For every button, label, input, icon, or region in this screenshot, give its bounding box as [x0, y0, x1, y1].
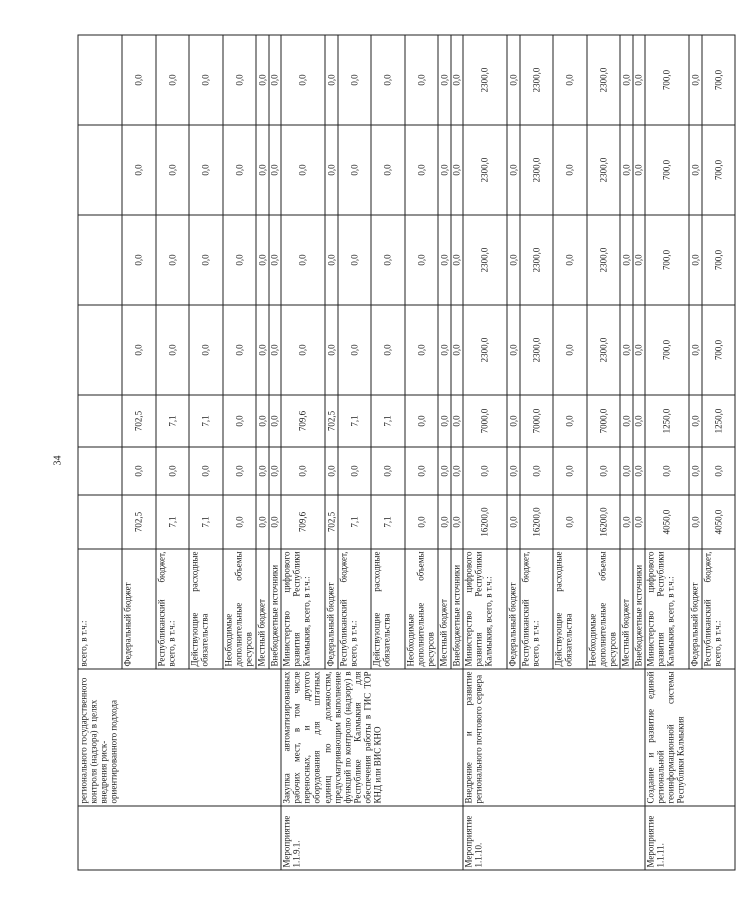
funding-source-cell: Местный бюджет	[256, 549, 269, 669]
funding-source-cell: Местный бюджет	[620, 549, 633, 669]
amount-cell: 0,0	[371, 447, 405, 495]
amount-cell: 7,1	[371, 495, 405, 549]
funding-source-cell: всего, в т.ч.:	[78, 549, 122, 669]
table-row	[78, 35, 122, 870]
amount-cell: 0,0	[633, 215, 646, 305]
amount-cell: 700,0	[702, 35, 736, 125]
amount-cell: 2300,0	[463, 125, 507, 215]
funding-source-cell: Республиканский бюджет, всего, в т.ч.:	[702, 549, 736, 669]
amount-cell: 0,0	[189, 447, 223, 495]
amount-cell: 0,0	[269, 305, 282, 395]
amount-cell: 0,0	[156, 125, 190, 215]
amount-cell: 0,0	[620, 447, 633, 495]
funding-source-cell: Необходимые дополнительные объемы ресурсов	[223, 549, 257, 669]
event-cell	[78, 806, 281, 870]
amount-cell: 0,0	[553, 215, 587, 305]
amount-cell: 0,0	[371, 215, 405, 305]
amount-cell: 0,0	[156, 35, 190, 125]
amount-cell: 702,5	[122, 495, 156, 549]
amount-cell: 0,0	[189, 305, 223, 395]
amount-cell: 7000,0	[587, 395, 621, 447]
amount-cell: 0,0	[689, 215, 702, 305]
funding-source-cell: Министерство цифрового развития Республики Калмыкия, всего, в т.ч.:	[645, 549, 689, 669]
amount-cell: 0,0	[633, 305, 646, 395]
amount-cell: 0,0	[281, 447, 325, 495]
amount-cell: 0,0	[689, 35, 702, 125]
amount-cell: 0,0	[122, 125, 156, 215]
amount-cell: 0,0	[223, 125, 257, 215]
funding-source-cell: Федеральный бюджет	[689, 549, 702, 669]
amount-cell: 0,0	[256, 495, 269, 549]
amount-cell: 0,0	[371, 35, 405, 125]
amount-cell: 0,0	[438, 447, 451, 495]
amount-cell: 2300,0	[463, 215, 507, 305]
amount-cell: 0,0	[338, 35, 372, 125]
amount-cell: 2300,0	[587, 35, 621, 125]
amount-cell: 702,5	[325, 395, 338, 447]
amount-cell: 0,0	[269, 447, 282, 495]
table-row	[281, 35, 325, 870]
funding-source-cell: Необходимые дополнительные объемы ресурсов	[405, 549, 439, 669]
amount-cell: 0,0	[122, 447, 156, 495]
amount-cell	[78, 125, 122, 215]
funding-source-cell: Действующие расходные обязательства	[553, 549, 587, 669]
amount-cell: 0,0	[451, 125, 464, 215]
funding-source-cell: Действующие расходные обязательства	[371, 549, 405, 669]
event-description-cell: регионального государственного контроля (надзора) в целях внедрения риск-ориентированного подхода	[78, 669, 281, 806]
amount-cell: 0,0	[405, 35, 439, 125]
funding-source-cell: Федеральный бюджет	[122, 549, 156, 669]
amount-cell: 0,0	[520, 447, 554, 495]
funding-source-cell: Местный бюджет	[438, 549, 451, 669]
amount-cell: 700,0	[702, 125, 736, 215]
amount-cell: 700,0	[702, 215, 736, 305]
amount-cell: 0,0	[256, 125, 269, 215]
event-description-cell: Создание и развитие единой региональной геоинформационной системы Республики Калмыкия	[645, 669, 735, 806]
amount-cell: 0,0	[507, 305, 520, 395]
amount-cell: 0,0	[156, 447, 190, 495]
amount-cell	[78, 447, 122, 495]
funding-source-cell: Министерство цифрового развития Республики Калмыкия, всего, в т.ч.:	[281, 549, 325, 669]
amount-cell: 0,0	[507, 35, 520, 125]
amount-cell: 7000,0	[520, 395, 554, 447]
amount-cell: 2300,0	[520, 35, 554, 125]
amount-cell: 0,0	[463, 447, 507, 495]
event-cell: Мероприятие 1.1.9.1.	[281, 806, 463, 870]
amount-cell: 7,1	[189, 395, 223, 447]
amount-cell: 0,0	[405, 447, 439, 495]
amount-cell: 0,0	[451, 35, 464, 125]
amount-cell	[78, 495, 122, 549]
amount-cell: 700,0	[645, 305, 689, 395]
amount-cell: 0,0	[553, 125, 587, 215]
table-row	[463, 35, 507, 870]
amount-cell: 0,0	[281, 125, 325, 215]
amount-cell: 4050,0	[702, 495, 736, 549]
amount-cell: 0,0	[507, 215, 520, 305]
amount-cell: 0,0	[269, 395, 282, 447]
amount-cell: 0,0	[325, 35, 338, 125]
amount-cell: 16200,0	[587, 495, 621, 549]
amount-cell: 2300,0	[463, 305, 507, 395]
amount-cell: 0,0	[269, 125, 282, 215]
amount-cell: 0,0	[620, 125, 633, 215]
amount-cell: 0,0	[507, 495, 520, 549]
amount-cell: 0,0	[371, 125, 405, 215]
amount-cell: 0,0	[507, 447, 520, 495]
amount-cell: 2300,0	[520, 305, 554, 395]
amount-cell: 0,0	[553, 305, 587, 395]
amount-cell: 0,0	[689, 125, 702, 215]
amount-cell: 7000,0	[463, 395, 507, 447]
amount-cell: 0,0	[156, 215, 190, 305]
amount-cell: 0,0	[438, 305, 451, 395]
amount-cell: 0,0	[256, 305, 269, 395]
amount-cell: 0,0	[405, 305, 439, 395]
amount-cell: 0,0	[122, 215, 156, 305]
amount-cell: 0,0	[122, 35, 156, 125]
amount-cell: 0,0	[507, 395, 520, 447]
amount-cell: 0,0	[223, 305, 257, 395]
amount-cell: 709,6	[281, 395, 325, 447]
amount-cell: 1250,0	[645, 395, 689, 447]
amount-cell: 7,1	[338, 495, 372, 549]
amount-cell: 2300,0	[587, 305, 621, 395]
amount-cell: 702,5	[325, 495, 338, 549]
funding-source-cell: Республиканский бюджет, всего, в т.ч.:	[156, 549, 190, 669]
amount-cell: 0,0	[451, 495, 464, 549]
amount-cell: 0,0	[156, 305, 190, 395]
amount-cell: 0,0	[507, 125, 520, 215]
amount-cell: 0,0	[451, 215, 464, 305]
amount-cell: 0,0	[256, 447, 269, 495]
amount-cell: 0,0	[189, 215, 223, 305]
amount-cell: 0,0	[223, 35, 257, 125]
funding-source-cell: Федеральный бюджет	[507, 549, 520, 669]
amount-cell: 0,0	[438, 395, 451, 447]
amount-cell: 0,0	[451, 395, 464, 447]
amount-cell: 0,0	[553, 35, 587, 125]
amount-cell: 0,0	[371, 305, 405, 395]
amount-cell: 0,0	[645, 447, 689, 495]
amount-cell: 0,0	[325, 125, 338, 215]
amount-cell	[78, 305, 122, 395]
event-description-cell: Закупка автоматизированных рабочих мест, в том числе переносных, и другого оборудования для штатных единиц по должностям, предусматривающим выполнение функций по контролю (надзору) в Республике Калмыкия для обеспечения работы в ГИС ТОР КНД или ВИС КНО	[281, 669, 463, 806]
amount-cell: 2300,0	[587, 215, 621, 305]
amount-cell: 0,0	[338, 305, 372, 395]
amount-cell: 16200,0	[520, 495, 554, 549]
amount-cell: 16200,0	[463, 495, 507, 549]
amount-cell: 0,0	[281, 35, 325, 125]
amount-cell: 0,0	[405, 125, 439, 215]
budget-table	[78, 35, 736, 871]
funding-source-cell: Министерство цифрового развития Республики Калмыкия, всего, в т.ч.:	[463, 549, 507, 669]
amount-cell	[78, 215, 122, 305]
amount-cell: 0,0	[451, 305, 464, 395]
amount-cell: 0,0	[438, 495, 451, 549]
funding-source-cell: Внебюджетные источники	[451, 549, 464, 669]
amount-cell: 0,0	[620, 495, 633, 549]
amount-cell: 0,0	[633, 447, 646, 495]
amount-cell: 0,0	[689, 447, 702, 495]
amount-cell: 0,0	[338, 125, 372, 215]
event-description-cell: Внедрение и развитие регионального почтового сервера	[463, 669, 645, 806]
amount-cell: 700,0	[645, 215, 689, 305]
amount-cell: 0,0	[405, 495, 439, 549]
amount-cell: 0,0	[633, 125, 646, 215]
amount-cell: 0,0	[620, 35, 633, 125]
amount-cell: 0,0	[689, 495, 702, 549]
amount-cell: 0,0	[451, 447, 464, 495]
amount-cell: 700,0	[645, 35, 689, 125]
amount-cell: 0,0	[553, 395, 587, 447]
amount-cell: 7,1	[156, 395, 190, 447]
amount-cell: 0,0	[325, 215, 338, 305]
amount-cell: 1250,0	[702, 395, 736, 447]
amount-cell: 702,5	[122, 395, 156, 447]
event-cell: Мероприятие 1.1.11.	[645, 806, 735, 870]
amount-cell: 0,0	[223, 447, 257, 495]
funding-source-cell: Республиканский бюджет, всего, в т.ч.:	[338, 549, 372, 669]
amount-cell: 0,0	[256, 215, 269, 305]
amount-cell: 0,0	[325, 447, 338, 495]
funding-source-cell: Федеральный бюджет	[325, 549, 338, 669]
funding-source-cell: Внебюджетные источники	[269, 549, 282, 669]
amount-cell: 0,0	[438, 35, 451, 125]
amount-cell: 0,0	[269, 495, 282, 549]
amount-cell: 0,0	[281, 305, 325, 395]
amount-cell: 2300,0	[520, 215, 554, 305]
amount-cell: 0,0	[633, 35, 646, 125]
amount-cell: 0,0	[620, 395, 633, 447]
amount-cell: 0,0	[325, 305, 338, 395]
budget-table-sheet	[78, 36, 724, 871]
amount-cell: 0,0	[223, 215, 257, 305]
amount-cell: 7,1	[189, 495, 223, 549]
amount-cell: 700,0	[645, 125, 689, 215]
amount-cell: 0,0	[405, 395, 439, 447]
amount-cell: 7,1	[156, 495, 190, 549]
budget-table-body	[78, 35, 735, 870]
amount-cell: 0,0	[256, 35, 269, 125]
event-cell: Мероприятие 1.1.10.	[463, 806, 645, 870]
funding-source-cell: Республиканский бюджет, всего, в т.ч.:	[520, 549, 554, 669]
funding-source-cell: Необходимые дополнительные объемы ресурсов	[587, 549, 621, 669]
amount-cell: 0,0	[633, 495, 646, 549]
amount-cell: 0,0	[269, 35, 282, 125]
page-number: 34	[52, 455, 64, 466]
amount-cell: 0,0	[405, 215, 439, 305]
amount-cell: 2300,0	[587, 125, 621, 215]
amount-cell: 4050,0	[645, 495, 689, 549]
amount-cell: 7,1	[371, 395, 405, 447]
funding-source-cell: Действующие расходные обязательства	[189, 549, 223, 669]
amount-cell: 0,0	[633, 395, 646, 447]
amount-cell: 0,0	[223, 495, 257, 549]
amount-cell: 0,0	[338, 447, 372, 495]
amount-cell: 0,0	[223, 395, 257, 447]
amount-cell: 2300,0	[520, 125, 554, 215]
amount-cell: 0,0	[553, 447, 587, 495]
amount-cell	[78, 395, 122, 447]
table-row	[645, 35, 689, 870]
amount-cell: 0,0	[620, 215, 633, 305]
amount-cell: 0,0	[702, 447, 736, 495]
amount-cell: 0,0	[122, 305, 156, 395]
amount-cell: 709,6	[281, 495, 325, 549]
amount-cell: 0,0	[689, 305, 702, 395]
amount-cell: 0,0	[587, 447, 621, 495]
funding-source-cell: Внебюджетные источники	[633, 549, 646, 669]
amount-cell: 0,0	[438, 125, 451, 215]
amount-cell: 0,0	[338, 215, 372, 305]
amount-cell: 0,0	[189, 125, 223, 215]
amount-cell: 0,0	[620, 305, 633, 395]
amount-cell: 0,0	[281, 215, 325, 305]
amount-cell: 0,0	[689, 395, 702, 447]
amount-cell: 7,1	[338, 395, 372, 447]
amount-cell	[78, 35, 122, 125]
amount-cell: 0,0	[438, 215, 451, 305]
amount-cell: 0,0	[189, 35, 223, 125]
amount-cell: 700,0	[702, 305, 736, 395]
amount-cell: 0,0	[256, 395, 269, 447]
amount-cell: 2300,0	[463, 35, 507, 125]
amount-cell: 0,0	[269, 215, 282, 305]
amount-cell: 0,0	[553, 495, 587, 549]
